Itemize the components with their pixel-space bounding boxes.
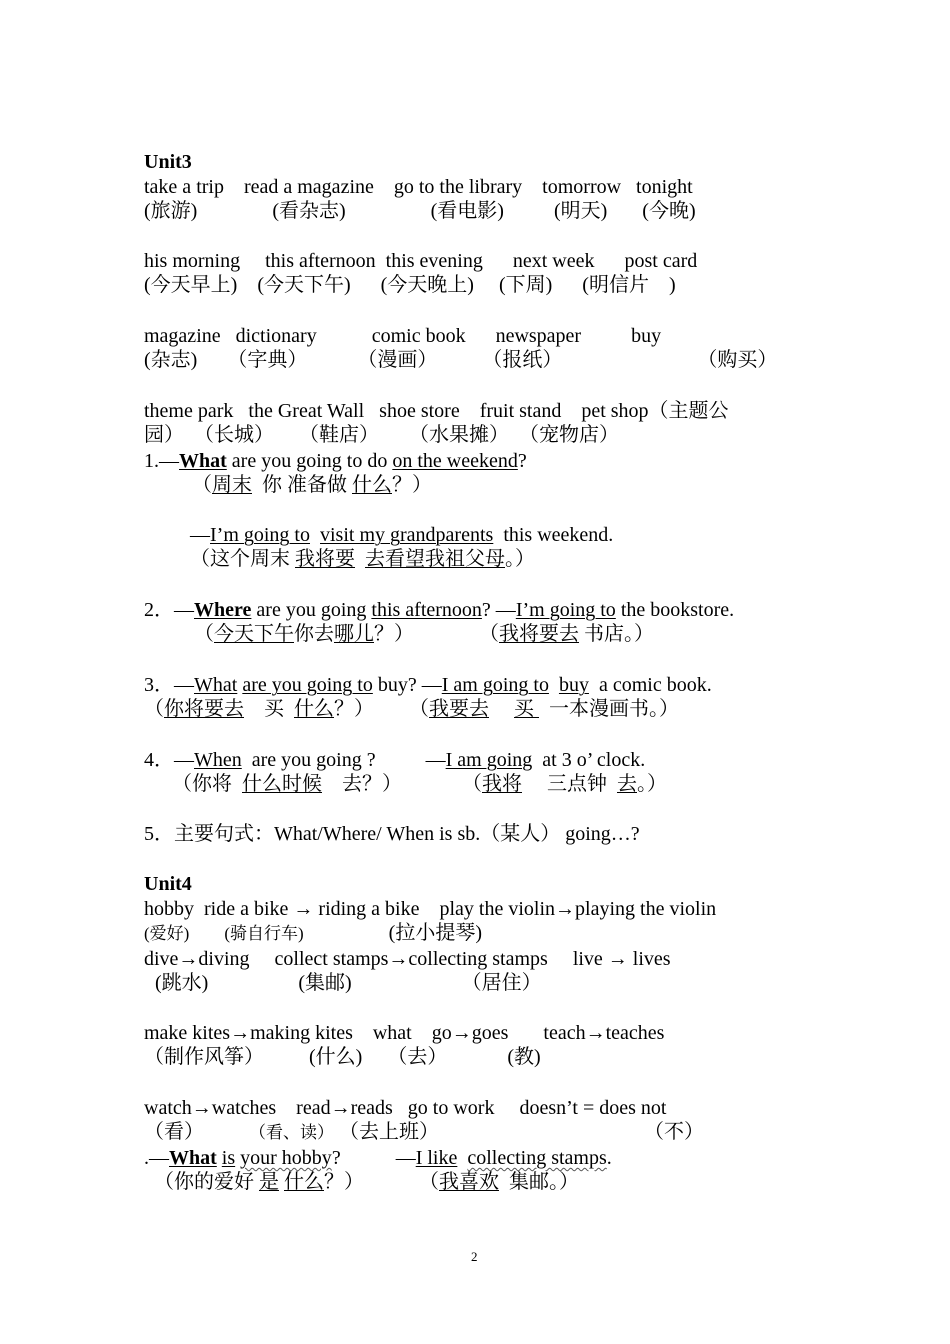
text-segment: (跳水) (集邮) （居住） bbox=[150, 972, 542, 994]
underlined-text: I am going to bbox=[441, 674, 549, 696]
text-segment: 2．— bbox=[144, 599, 194, 621]
text-segment: 1.— bbox=[144, 450, 179, 472]
text-line bbox=[144, 1045, 541, 1069]
underlined-text: is bbox=[221, 1147, 236, 1169]
underlined-text: 什么时候 bbox=[242, 773, 322, 795]
text-segment: (旅游) (看杂志) (看电影) (明天) (今晚) bbox=[144, 200, 696, 222]
text-segment: dive→diving collect stamps→collecting stamps live → lives bbox=[144, 948, 671, 970]
text-line bbox=[144, 1120, 704, 1145]
text-segment bbox=[457, 1147, 467, 1169]
text-segment: magazine dictionary comic book newspaper buy bbox=[144, 325, 662, 347]
underlined-text: 今天下午 bbox=[214, 623, 294, 645]
text-segment: （ bbox=[144, 698, 164, 720]
text-segment bbox=[310, 524, 320, 546]
text-line bbox=[144, 921, 482, 946]
text-line bbox=[144, 1146, 612, 1170]
text-segment: ？） （ bbox=[324, 1171, 439, 1193]
underlined-text: I like bbox=[415, 1147, 458, 1169]
text-segment: ？） （ bbox=[374, 623, 499, 645]
underlined-text: I am going bbox=[445, 749, 533, 771]
text-segment bbox=[189, 922, 224, 944]
underlined-text: 去 bbox=[617, 773, 637, 795]
text-segment: at 3 o’ clock. bbox=[532, 749, 646, 771]
text-segment bbox=[355, 548, 365, 570]
text-segment: buy? — bbox=[372, 674, 442, 696]
underlined-text: 周末 bbox=[212, 474, 252, 496]
text-segment: take a trip read a magazine go to the library tomorrow tonight bbox=[144, 176, 693, 198]
text-segment: .— bbox=[144, 1147, 169, 1169]
text-segment: （去上班） （不） bbox=[334, 1121, 704, 1143]
text-segment: （ bbox=[194, 623, 214, 645]
text-segment: （看、读） bbox=[249, 1123, 334, 1142]
underlined-text: your hobby bbox=[240, 1147, 332, 1169]
text-line bbox=[194, 622, 654, 646]
text-segment: （这个周末 bbox=[190, 548, 295, 570]
underlined-text: 什么 bbox=[294, 698, 334, 720]
underlined-text: 什么 bbox=[284, 1171, 324, 1193]
text-line bbox=[144, 822, 640, 846]
underlined-text: 我将 bbox=[482, 773, 522, 795]
text-line bbox=[144, 399, 729, 423]
underlined-text: on the weekend bbox=[392, 450, 518, 472]
text-segment bbox=[489, 698, 514, 720]
underlined-text: visit my grandparents bbox=[320, 524, 494, 546]
text-segment: 集邮。） bbox=[499, 1171, 579, 1193]
text-line bbox=[144, 947, 671, 971]
text-segment bbox=[549, 674, 559, 696]
text-segment: 3．— bbox=[144, 674, 194, 696]
text-segment: are you going bbox=[251, 599, 372, 621]
text-segment: are you going ? — bbox=[241, 749, 446, 771]
text-segment: hobby ride a bike → riding a bike play the violin→playing the violin bbox=[144, 898, 717, 920]
underlined-text: 我将要去 bbox=[499, 623, 579, 645]
text-segment: 三点钟 bbox=[522, 773, 617, 795]
text-segment: 买 bbox=[244, 698, 294, 720]
text-segment: (爱好) bbox=[144, 924, 190, 943]
underlined-text: I’m going to bbox=[515, 599, 616, 621]
text-segment: ? — bbox=[481, 599, 516, 621]
underlined-text: this afternoon bbox=[371, 599, 482, 621]
underlined-text: When bbox=[194, 749, 242, 771]
text-segment: （看） bbox=[144, 1121, 249, 1143]
text-segment: 。） bbox=[637, 773, 667, 795]
text-line bbox=[144, 449, 527, 473]
text-segment: （制作风筝） (什么) （去） (教) bbox=[144, 1046, 541, 1068]
text-segment: theme park the Great Wall shoe store fruit stand pet shop（主题公 bbox=[144, 400, 729, 422]
text-line bbox=[144, 249, 697, 273]
text-segment: ? — bbox=[331, 1147, 416, 1169]
text-segment: 5．主要句式：What/Where/ When is sb.（某人） going…? bbox=[144, 823, 640, 845]
text-segment: the bookstore. bbox=[615, 599, 735, 621]
underlined-text: 我喜欢 bbox=[439, 1171, 499, 1193]
text-segment: 。） bbox=[505, 548, 535, 570]
text-segment: watch→watches read→reads go to work doesn’t = does not bbox=[144, 1097, 667, 1119]
text-segment: 你 准备做 bbox=[252, 474, 352, 496]
text-line bbox=[144, 423, 619, 447]
text-line bbox=[144, 673, 712, 697]
text-line bbox=[144, 1021, 664, 1045]
text-line bbox=[144, 1096, 666, 1120]
text-line bbox=[190, 547, 535, 571]
text-segment: (拉小提琴) bbox=[303, 922, 482, 944]
text-segment: （你将 bbox=[172, 773, 242, 795]
text-line bbox=[144, 175, 693, 199]
underlined-text: 我要去 bbox=[429, 698, 489, 720]
heading-text: Unit3 bbox=[144, 151, 192, 173]
text-segment: (今天早上) (今天下午) (今天晚上) (下周) (明信片 ) bbox=[144, 274, 676, 296]
underlined-text: 什么 bbox=[352, 474, 392, 496]
underlined-text: What bbox=[194, 674, 238, 696]
underlined-text: are you going to bbox=[242, 674, 373, 696]
text-line bbox=[190, 523, 613, 547]
text-segment: a comic book. bbox=[588, 674, 712, 696]
text-line bbox=[144, 598, 734, 622]
text-segment: 4．— bbox=[144, 749, 194, 771]
underlined-text: 我将要 bbox=[295, 548, 355, 570]
text-segment: 书店。） bbox=[579, 623, 654, 645]
text-line bbox=[144, 897, 716, 921]
text-segment: （ bbox=[192, 474, 212, 496]
text-line bbox=[172, 772, 667, 796]
text-line bbox=[144, 697, 679, 721]
heading-text: What bbox=[179, 450, 227, 472]
underlined-text: 买 bbox=[514, 698, 539, 720]
text-segment: ？） bbox=[392, 474, 432, 496]
text-line bbox=[144, 1170, 579, 1194]
text-segment: ？） （ bbox=[334, 698, 429, 720]
text-line bbox=[144, 273, 676, 297]
heading-text: Unit4 bbox=[144, 873, 192, 895]
text-segment: make kites→making kites what go→goes teach→teaches bbox=[144, 1022, 665, 1044]
text-segment: — bbox=[190, 524, 210, 546]
text-segment: 去？） （ bbox=[322, 773, 482, 795]
text-segment: are you going to do bbox=[226, 450, 393, 472]
text-line bbox=[144, 150, 192, 174]
text-line bbox=[144, 324, 661, 348]
text-segment: (杂志) （字典） （漫画） （报纸） （购买） bbox=[144, 349, 778, 371]
text-segment: 园） （长城） （鞋店） （水果摊） （宠物店） bbox=[144, 424, 619, 446]
text-line bbox=[144, 748, 645, 772]
text-segment: this weekend. bbox=[493, 524, 614, 546]
text-segment: . bbox=[606, 1147, 612, 1169]
heading-text: Where bbox=[194, 599, 252, 621]
text-segment: his morning this afternoon this evening next week post card bbox=[144, 250, 698, 272]
text-line bbox=[144, 199, 696, 223]
text-segment: (骑自行车) bbox=[224, 924, 304, 943]
text-segment: 一本漫画书。） bbox=[539, 698, 679, 720]
text-segment: 你去 bbox=[294, 623, 334, 645]
text-line bbox=[144, 348, 777, 372]
underlined-text: buy bbox=[558, 674, 589, 696]
heading-text: What bbox=[169, 1147, 217, 1169]
underlined-text: I’m going to bbox=[210, 524, 310, 546]
underlined-text: 你将要去 bbox=[164, 698, 244, 720]
text-segment: （你的爱好 bbox=[144, 1171, 259, 1193]
text-line bbox=[144, 872, 192, 896]
page-number: 2 bbox=[471, 1249, 478, 1264]
text-line bbox=[150, 971, 542, 995]
underlined-text: 哪儿 bbox=[334, 623, 374, 645]
text-line bbox=[192, 473, 432, 497]
text-segment: ? bbox=[517, 450, 527, 472]
underlined-text: 是 bbox=[259, 1171, 279, 1193]
underlined-text: 去看望我祖父母 bbox=[365, 548, 505, 570]
underlined-text: collecting stamps bbox=[467, 1147, 607, 1169]
